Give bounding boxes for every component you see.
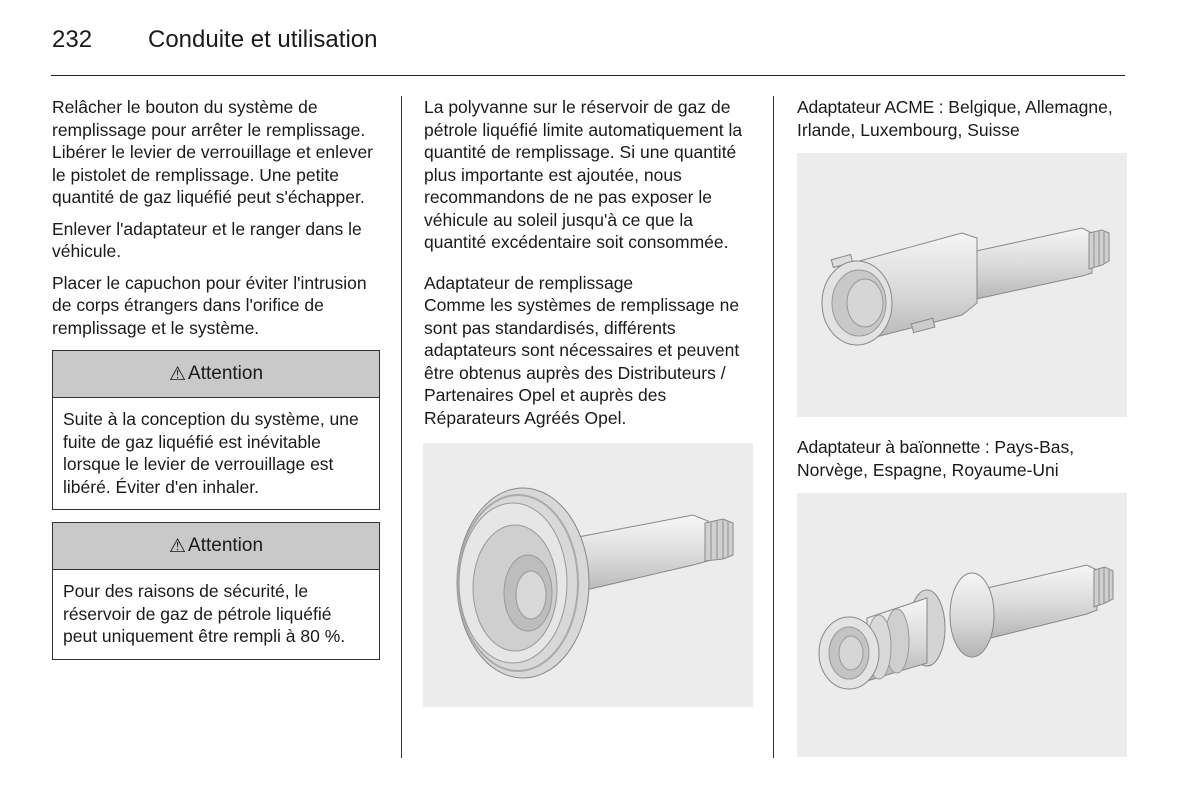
bayonet-caption bbox=[797, 436, 1127, 481]
acme-caption bbox=[797, 96, 1127, 141]
column-1 bbox=[52, 96, 382, 672]
acme-adapter-illustration bbox=[797, 153, 1127, 417]
column-2 bbox=[424, 96, 754, 707]
warning-body: Suite à la conception du système, une fuite de gaz liquéfié est inévitable lorsque le levier de verrouillage est libéré. Éviter d'en inhaler. bbox=[63, 409, 359, 497]
warning-triangle-icon: ⚠ bbox=[168, 363, 187, 385]
warning-title: Attention bbox=[188, 363, 264, 384]
warning-header bbox=[53, 523, 379, 570]
bayonet-adapter-illustration bbox=[797, 493, 1127, 757]
column-3 bbox=[797, 96, 1127, 757]
warning-header bbox=[53, 351, 379, 398]
section-title: Conduite et utilisation bbox=[148, 26, 378, 53]
acme-label: Adaptateur ACME : bbox=[797, 97, 944, 117]
bayonet-countries: Pays-Bas, Norvège, Espagne, Royaume-Uni bbox=[797, 437, 1075, 480]
column-divider bbox=[773, 96, 774, 758]
paragraph: La polyvanne sur le réservoir de gaz de pétrole liquéfié limite automatiquement la quantité de remplissage. Si une quantité plus importante est ajoutée, nous recommandons de ne pas exposer le véhicule au soleil jusqu'à ce que la quantité excédentaire soit consommée. bbox=[424, 97, 743, 252]
paragraph: Relâcher le bouton du système de remplissage pour arrêter le remplissage. Libérer le levier de verrouillage et enlever le pistolet de remplissage. Une petite quantité de gaz liquéfié peut s'échapper. bbox=[52, 97, 374, 207]
acme-countries: Belgique, Allemagne, Irlande, Luxembourg, Suisse bbox=[797, 97, 1113, 140]
bayonet-label: Adaptateur à baïonnette : bbox=[797, 437, 990, 457]
paragraph: Enlever l'adaptateur et le ranger dans le véhicule. bbox=[52, 218, 362, 261]
subheading: Adaptateur de remplissage bbox=[424, 272, 634, 293]
warning-triangle-icon: ⚠ bbox=[168, 535, 187, 557]
warning-body: Pour des raisons de sécurité, le réservoir de gaz de pétrole liquéfié peut uniquement être rempli à 80 %. bbox=[63, 581, 346, 646]
dish-adapter-illustration bbox=[423, 443, 753, 707]
warning-title: Attention bbox=[188, 535, 264, 556]
warning-box bbox=[52, 350, 380, 510]
paragraph: Placer le capuchon pour éviter l'intrusion de corps étrangers dans l'orifice de remplissage et le système. bbox=[52, 272, 367, 338]
warning-box bbox=[52, 522, 380, 660]
column-divider bbox=[401, 96, 402, 758]
header-rule bbox=[51, 75, 1125, 76]
paragraph: Comme les systèmes de remplissage ne sont pas standardisés, différents adaptateurs sont nécessaires et peuvent être obtenus auprès des Distributeurs / Partenaires Opel et auprès des Réparateurs Agréés Opel. bbox=[424, 295, 740, 428]
page-number: 232 bbox=[52, 26, 93, 53]
